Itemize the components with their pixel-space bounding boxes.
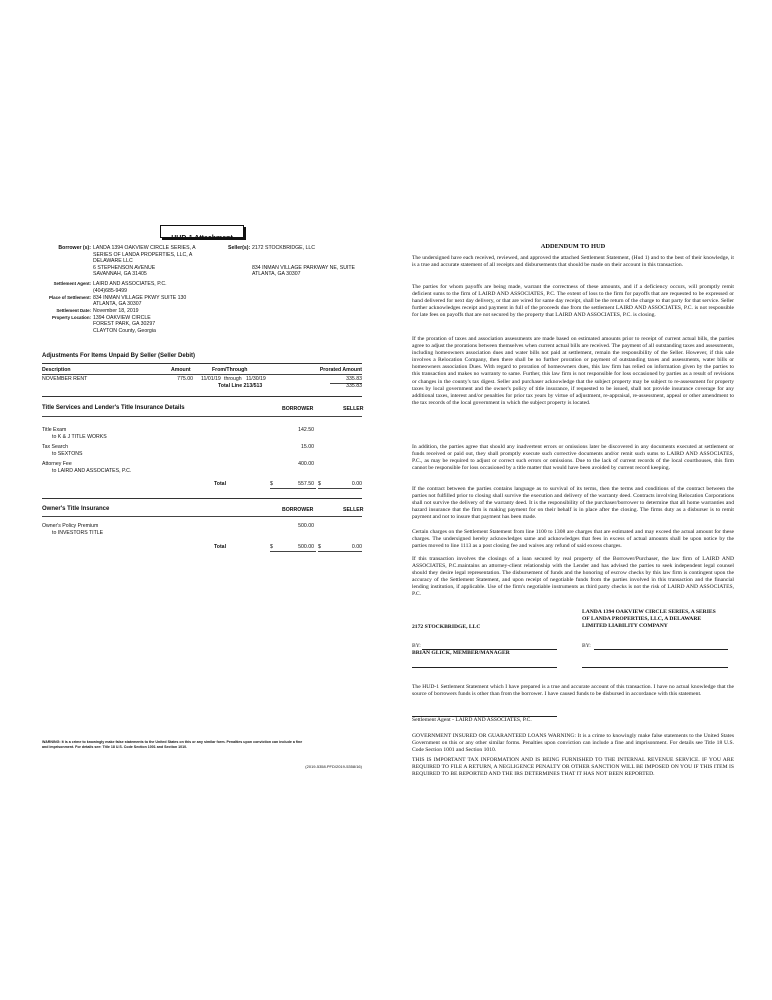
owners-policy-name: Owner's Policy Premium [42, 523, 99, 529]
adjustment-total: 335.83 [346, 383, 362, 389]
settlement-agent-label: Settlement Agent: [53, 281, 91, 286]
seller-name: 2172 STOCKBRIDGE, LLC [252, 245, 316, 251]
settlement-agent-phone: (404)685-9499 [93, 287, 128, 294]
title-total-seller-currency: $ [318, 481, 321, 487]
title-total-borrower-currency: $ [270, 481, 273, 487]
fee-name-tax-search: Tax Search [42, 444, 68, 450]
owners-title-title: Owner's Title Insurance [42, 506, 110, 512]
borrower-line-5: SAVANNAH, GA 31405 [93, 271, 147, 277]
adjustment-prorated: 335.83 [346, 376, 362, 382]
col-seller: SELLER [343, 406, 364, 412]
fee-name-title-exam: Title Exam [42, 427, 67, 433]
hud1-attachment-page [0, 0, 380, 1000]
paragraph-3: If the proration of taxes and association assessments are made based on estimated amounts prior to receipt of current actual bills, the parties agree to adjust the prorations between themselves when current actual bills are received. The payment of all outstanding taxes and assessments, including homeowners association dues and water bills not paid at settlement, remain the responsibility of the Seller. However, if this sale involves a Relocation Company, then there shall be no further proration or payment of outstanding taxes and assessments, water bills or homeowners association Dues. With regard to proration of homeowners dues, this law firm has relied on information given by the parties to this transaction and makes no warranty to same. Further, this law firm is not responsible for loss occasioned by parties as a result of revisions or changes in the county's tax digest. Seller and purchaser acknowledge that the subject property may be subject to re-assessment for property taxes by local government and the owner's policy of title insurance, if requested to be issued, shall not provide insurance coverage for any additional taxes, interest and/or penalties for prior tax years by virtue of adjustment, re-appraisal, re-assessment, appeal or other amendment to the tax records of the local government in which the subject property is located. [412, 336, 734, 406]
borrower-line-3: DELAWARE LLC [93, 258, 133, 264]
paragraph-1: The undersigned have each received, reviewed, and approved the attached Settlement Statement, (Hud 1) and to the best of their knowledge, it is a true and accurate statement of all receipts and disbursements that should be made on their account in this transaction. [412, 255, 734, 269]
owners-total-label: Total [214, 544, 227, 550]
adjustment-desc: NOVEMBER RENT [42, 376, 88, 382]
paragraph-7: If this transaction involves the closings of a loan secured by real property of the Borrower/Purchaser, the law firm of LAIRD AND ASSOCIATES, P.C.maintains an attorney-client relationship with the Lender and has advised the parties to seek independent legal counsel should they desire legal representation. The disbursement of funds and the honoring of escrow checks by this law firm is contingent upon the accuracy of the Settlement Statement, and upon receipt of negotiable funds from the parties involved in this transaction and the financial lending institution, if applicable. Use of the firm's negotiable instruments as third party checks is not the risk of LAIRD AND ASSOCIATES, P.C. [412, 556, 734, 598]
property-line-2: FOREST PARK, GA 30297 [93, 321, 156, 327]
borrower-label: Borrower (s): [58, 245, 91, 251]
page-title: HUD-1 Attachment [171, 235, 233, 242]
owners-total-seller: 0.00 [351, 544, 362, 550]
by-label-buyer: BY: [582, 643, 591, 649]
adjustment-through-word: through [224, 376, 242, 382]
warning-line-2: and imprisonment. For details see: Title 18 U.S. Code Section 1001 and Section 1010. [42, 745, 188, 749]
fee-payee-title-exam: to K & J TITLE WORKS [52, 433, 107, 440]
adjustment-to: 11/30/19 [246, 376, 266, 382]
col-amount: Amount [171, 367, 191, 373]
hud-statement: The HUD-1 Settlement Statement which I have prepared is a true and accurate account of this transaction. I have no actual knowledge that the source of borrowers funds is other than from the borrower. I have caused funds to be disbursed in accordance with this statement. [412, 684, 734, 698]
buyer-signature-line-1: LANDA 1394 OAKVIEW CIRCLE SERIES, A SERIES [582, 609, 716, 615]
owners-policy-payee: to INVESTORS TITLE [52, 529, 104, 536]
settlement-agent-name: LAIRD AND ASSOCIATES, P.C. [93, 281, 167, 287]
borrower-line-4: 6 STEPHENSON AVENUE [93, 264, 156, 271]
settlement-date: November 18, 2019 [93, 308, 139, 314]
seller-address-2: ATLANTA, GA 30307 [252, 271, 301, 277]
place-label: Place of Settlement: [49, 294, 91, 300]
borrower-line-1: LANDA 1394 OAKVIEW CIRCLE SERIES, A [93, 245, 196, 251]
paragraph-6: Certain charges on the Settlement Statement from line 1100 to 1308 are charges that are estimated and may exceed the actual amount for these charges. The undersigned hereby acknowledges same and acknowledges that fees in excess of actual amounts shall be upon notice by the parties moved to line 1113 as a post closing fee and waives any refund of said excess charges. [412, 529, 734, 550]
paragraph-4: In addition, the parties agree that should any inadvertent errors or omissions later be discovered in any documents executed at settlement or funds received or paid out, they shall promptly execute such corrective documents and/or remit such sums to LAIRD AND ASSOCIATES, P.C., as may be required to adjust or correct such errors or omissions. Due to the lack of current records of the local courthouses, this firm cannot be responsible for loss occasioned by a title matter that would have been avoided by current record keeping. [412, 444, 734, 472]
file-reference: (2019-5358.PFD/2019-5358/16) [305, 764, 362, 769]
settlement-date-label: Settlement Date: [56, 308, 91, 313]
buyer-signature-line-2: OF LANDA PROPERTIES, LLC, A DELAWARE [582, 616, 702, 622]
col-prorated: Prorated Amount [319, 367, 362, 373]
buyer-signature-line [594, 649, 728, 650]
fee-amount-title-exam: 142.50 [298, 427, 314, 433]
place-line-2: ATLANTA, GA 30307 [93, 301, 142, 307]
seller-signature-name: 2172 STOCKBRIDGE, LLC [412, 624, 481, 630]
title-services-title: Title Services and Lender's Title Insurance Details [42, 405, 185, 411]
borrower-line-2: SERIES OF LANDA PROPERTIES, LLC, A [93, 251, 193, 258]
title-total-borrower: 557.50 [298, 481, 314, 487]
adjustment-total-label: Total Line 213/513 [218, 383, 263, 389]
fee-amount-attorney: 400.00 [298, 461, 314, 467]
adjustment-amount: 775.00 [177, 376, 193, 382]
by-label-seller: BY: [412, 643, 421, 649]
place-line-1: 834 INMAN VILLAGE PKWY SUITE 130 [93, 294, 187, 301]
settlement-agent-line: Settlement Agent - LAIRD AND ASSOCIATES, P.C. [412, 717, 532, 723]
owners-col-seller: SELLER [343, 507, 364, 513]
owners-col-borrower: BORROWER [282, 507, 314, 513]
warning-line-1: WARNING: It is a crime to knowingly make false statements to the United States on this or any similar form. Penalties upon conviction can include a fine [42, 740, 303, 744]
owners-policy-amount: 500.00 [298, 523, 314, 529]
addendum-title: ADDENDUM TO HUD [540, 243, 606, 250]
title-total-seller: 0.00 [351, 481, 362, 487]
col-description: Description [42, 367, 71, 373]
buyer-signature-line-3: LIMITED LIABILITY COMPANY [582, 623, 668, 629]
owners-total-borrower: 500.00 [298, 544, 314, 550]
col-borrower: BORROWER [282, 406, 314, 412]
col-from-through: From/Through [212, 367, 248, 373]
fee-name-attorney: Attorney Fee [42, 461, 72, 467]
seller-label: Seller(s): [228, 245, 251, 251]
seller-address-1: 834 INMAN VILLAGE PARKWAY NE, SUITE [252, 264, 356, 271]
paragraph-5: If the contract between the parties contains language as to survival of its terms, then the terms and conditions of the contract between the parties not fulfilled prior to closing shall survive the execution and delivery of the warranty deed. Contracts involving Relocation Corporations shall not survive the delivery of the warranty deed. It is the responsibility of the purchaser/borrower to determine that all home warranties and hazard insurance that the firm is making payment for on their behalf is in place after the closing. The firms duty as a disburser is to remit payment and not to insure that payment has been made. [412, 486, 734, 521]
header-box [160, 225, 244, 242]
fee-payee-attorney: to LAIRD AND ASSOCIATES, P.C. [52, 467, 132, 474]
property-label: Property Location: [51, 314, 91, 320]
important-tax-notice: THIS IS IMPORTANT TAX INFORMATION AND IS BEING FURNISHED TO THE INTERNAL REVENUE SERVICE. IF YOU ARE REQUIRED TO FILE A RETURN, A NEGLIGENCE PENALTY OR OTHER SANCTION WILL BE IMPOSED ON YOU IF THIS ITEM IS REQUIRED TO BE REPORTED AND THE IRS DETERMINES THAT IT HAS NOT BEEN REPORTED. [412, 757, 734, 778]
property-line-3: CLAYTON County, Georgia [93, 327, 156, 334]
title-total-label: Total [214, 481, 227, 487]
fee-amount-tax-search: 15.00 [301, 444, 314, 450]
adjustment-from: 11/01/19 [201, 376, 221, 382]
buyer-blank-line [582, 667, 728, 668]
owners-total-borrower-currency: $ [270, 544, 273, 550]
adjustments-title: Adjustments For Items Unpaid By Seller (Seller Debit) [42, 353, 196, 359]
fee-payee-tax-search: to SEXTONS [52, 450, 83, 457]
paragraph-2: The parties for whom payoffs are being made, warrant the correctness of these amounts, and if a deficiency occurs, will promptly remit deficient sums to the firm of LAIRD AND ASSOCIATES, P.C. The extent of loss to the firm for payoffs that are requested to be expressed or hand delivered for next day delivery, or that are wired for same day receipt, shall be the return of the charge to that party for that service. Seller further acknowledges receipt and payment in full of the proceeds due from the settlement LAIRD AND ASSOCIATES, P.C. is not responsible for late fees on payoffs that are not secured by the property that LAIRD AND ASSOCIATES, P.C. is closing. [412, 284, 734, 319]
property-line-1: 1394 OAKVIEW CIRCLE [93, 314, 151, 321]
government-warning: GOVERNMENT INSURED OR GUARANTEED LOANS WARNING: It is a crime to knowingly make false statements to the United States Government on this or any other similar forms. Penalties upon conviction can include a fine and imprisonment. For details see Title 18 U.S. Code Section 1001 and Section 1010. [412, 733, 734, 754]
owners-total-seller-currency: $ [318, 544, 321, 550]
seller-blank-line [412, 667, 557, 668]
signer-name: BRIAN GLICK, MEMBER/MANAGER [412, 650, 510, 656]
